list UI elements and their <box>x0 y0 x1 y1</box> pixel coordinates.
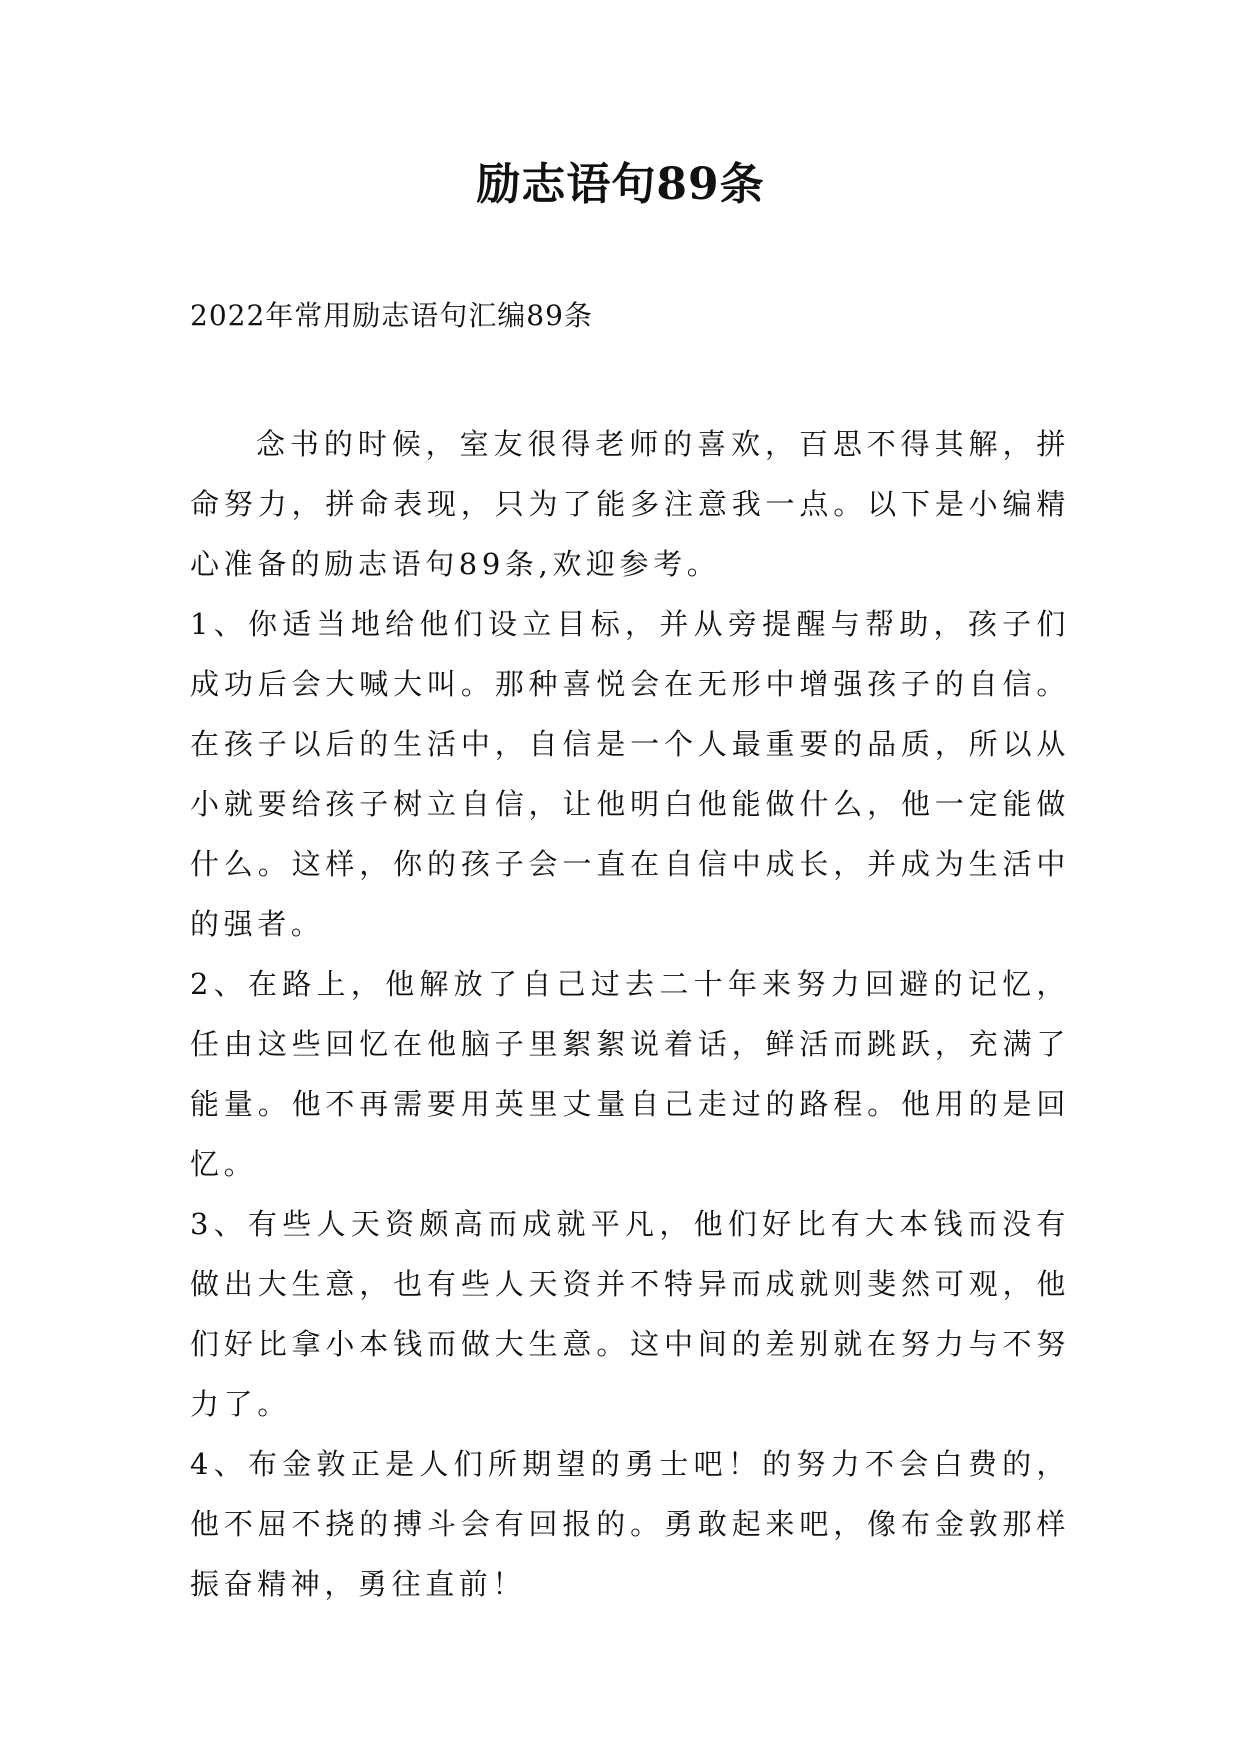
list-item: 2、在路上，他解放了自己过去二十年来努力回避的记忆，任由这些回忆在他脑子里絮絮说着话，鲜活而跳跃，充满了能量。他不再需要用英里丈量自己走过的路程。他用的是回忆。 <box>190 967 1070 1181</box>
list-item: 1、你适当地给他们设立目标，并从旁提醒与帮助，孩子们成功后会大喊大叫。那种喜悦会在无形中增强孩子的自信。在孩子以后的生活中，自信是一个人最重要的品质，所以从小就要给孩子树立自信，让他明白他能做什么，他一定能做什么。这样，你的孩子会一直在自信中成长，并成为生活中的强者。 <box>190 607 1070 941</box>
document-title: 励志语句89条 <box>476 159 765 210</box>
intro-paragraph: 念书的时候，室友很得老师的喜欢，百思不得其解，拼命努力，拼命表现，只为了能多注意我一点。以下是小编精心准备的励志语句89条,欢迎参考。 <box>190 427 1070 581</box>
document-body <box>190 414 1070 1614</box>
list-item: 3、有些人天资颇高而成就平凡，他们好比有大本钱而没有做出大生意，也有些人天资并不特异而成就则斐然可观，他们好比拿小本钱而做大生意。这中间的差别就在努力与不努力了。 <box>190 1207 1070 1421</box>
list-item: 4、布金敦正是人们所期望的勇士吧！的努力不会白费的，他不屈不挠的搏斗会有回报的。勇敢起来吧，像布金敦那样振奋精神，勇往直前！ <box>190 1447 1070 1601</box>
document-subtitle: 2022年常用励志语句汇编89条 <box>190 299 593 332</box>
